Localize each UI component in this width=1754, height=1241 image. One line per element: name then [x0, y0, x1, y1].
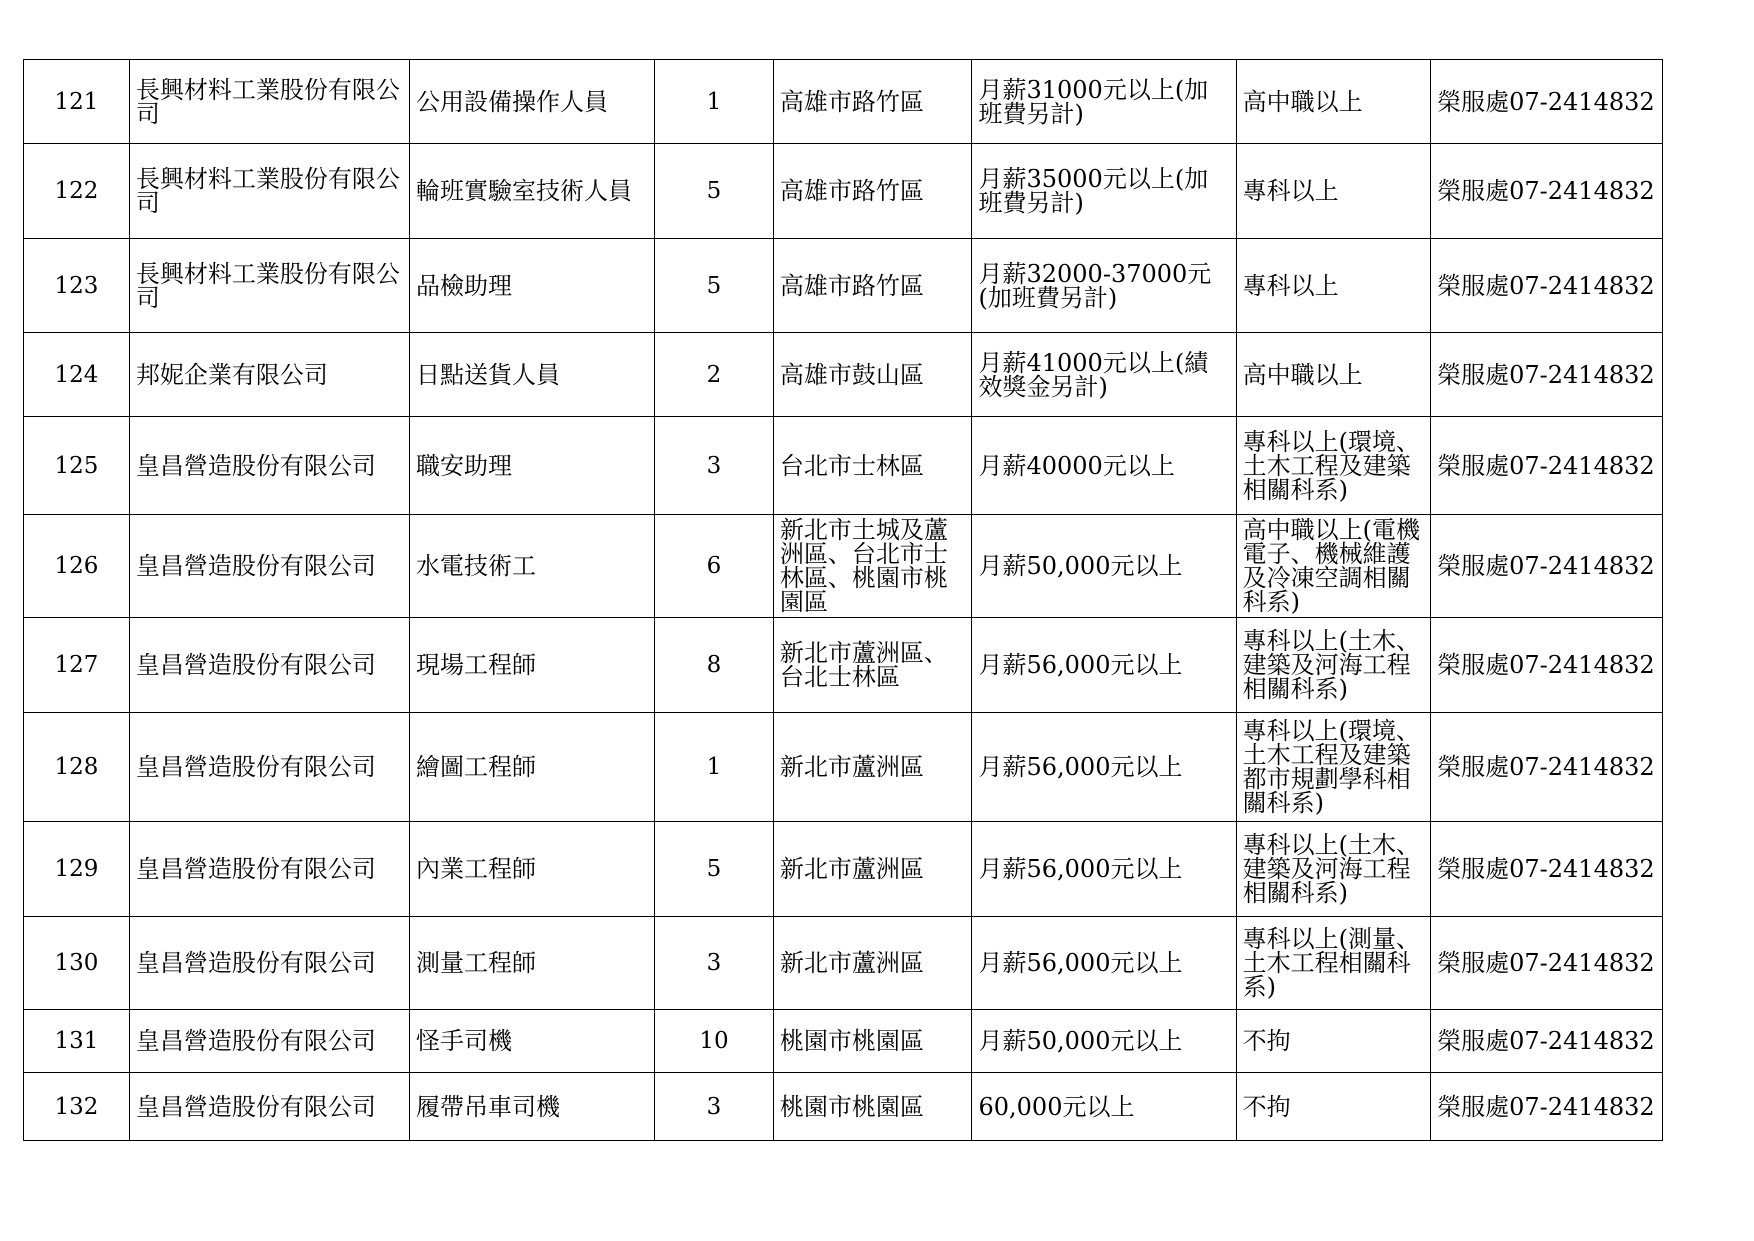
education-cell: 不拘 — [1236, 1073, 1431, 1141]
contact-cell: 榮服處07-2414832 — [1431, 239, 1663, 333]
education-cell: 專科以上(環境、土木工程及建築相關科系) — [1236, 417, 1431, 515]
education-cell: 不拘 — [1236, 1010, 1431, 1073]
salary-cell: 月薪56,000元以上 — [972, 713, 1236, 822]
headcount-cell: 3 — [654, 417, 773, 515]
company-cell: 長興材料工業股份有限公司 — [129, 144, 409, 239]
salary-cell: 月薪50,000元以上 — [972, 515, 1236, 618]
position-cell: 怪手司機 — [410, 1010, 655, 1073]
job-listing-sheet — [23, 59, 1663, 1141]
table-row — [24, 618, 1663, 713]
education-cell: 專科以上(環境、土木工程及建築都市規劃學科相關科系) — [1236, 713, 1431, 822]
contact-cell: 榮服處07-2414832 — [1431, 1073, 1663, 1141]
location-cell: 台北市士林區 — [773, 417, 972, 515]
salary-cell: 月薪31000元以上(加班費另計) — [972, 60, 1236, 144]
position-cell: 內業工程師 — [410, 822, 655, 917]
salary-cell: 月薪56,000元以上 — [972, 917, 1236, 1010]
education-cell: 專科以上(土木、建築及河海工程相關科系) — [1236, 822, 1431, 917]
company-cell: 長興材料工業股份有限公司 — [129, 60, 409, 144]
row-number: 124 — [24, 333, 130, 417]
location-cell: 高雄市路竹區 — [773, 144, 972, 239]
location-cell: 新北市蘆洲區、台北士林區 — [773, 618, 972, 713]
location-cell: 新北市蘆洲區 — [773, 822, 972, 917]
row-number: 130 — [24, 917, 130, 1010]
headcount-cell: 6 — [654, 515, 773, 618]
education-cell: 專科以上(土木、建築及河海工程相關科系) — [1236, 618, 1431, 713]
salary-cell: 月薪40000元以上 — [972, 417, 1236, 515]
location-cell: 高雄市路竹區 — [773, 60, 972, 144]
company-cell: 皇昌營造股份有限公司 — [129, 1073, 409, 1141]
table-row — [24, 417, 1663, 515]
headcount-cell: 5 — [654, 822, 773, 917]
education-cell: 專科以上 — [1236, 239, 1431, 333]
table-row — [24, 333, 1663, 417]
table-row — [24, 822, 1663, 917]
company-cell: 皇昌營造股份有限公司 — [129, 822, 409, 917]
row-number: 126 — [24, 515, 130, 618]
headcount-cell: 1 — [654, 60, 773, 144]
headcount-cell: 3 — [654, 917, 773, 1010]
position-cell: 繪圖工程師 — [410, 713, 655, 822]
table-row — [24, 515, 1663, 618]
contact-cell: 榮服處07-2414832 — [1431, 917, 1663, 1010]
location-cell: 桃園市桃園區 — [773, 1010, 972, 1073]
company-cell: 長興材料工業股份有限公司 — [129, 239, 409, 333]
headcount-cell: 8 — [654, 618, 773, 713]
company-cell: 皇昌營造股份有限公司 — [129, 917, 409, 1010]
job-listing-table — [23, 59, 1663, 1141]
headcount-cell: 5 — [654, 239, 773, 333]
position-cell: 現場工程師 — [410, 618, 655, 713]
contact-cell: 榮服處07-2414832 — [1431, 1010, 1663, 1073]
contact-cell: 榮服處07-2414832 — [1431, 144, 1663, 239]
location-cell: 新北市蘆洲區 — [773, 917, 972, 1010]
row-number: 132 — [24, 1073, 130, 1141]
position-cell: 測量工程師 — [410, 917, 655, 1010]
table-row — [24, 1010, 1663, 1073]
company-cell: 皇昌營造股份有限公司 — [129, 417, 409, 515]
salary-cell: 月薪56,000元以上 — [972, 618, 1236, 713]
company-cell: 皇昌營造股份有限公司 — [129, 618, 409, 713]
table-row — [24, 1073, 1663, 1141]
row-number: 127 — [24, 618, 130, 713]
row-number: 125 — [24, 417, 130, 515]
contact-cell: 榮服處07-2414832 — [1431, 417, 1663, 515]
company-cell: 皇昌營造股份有限公司 — [129, 713, 409, 822]
contact-cell: 榮服處07-2414832 — [1431, 618, 1663, 713]
education-cell: 專科以上(測量、土木工程相關科系) — [1236, 917, 1431, 1010]
salary-cell: 月薪41000元以上(績效獎金另計) — [972, 333, 1236, 417]
company-cell: 邦妮企業有限公司 — [129, 333, 409, 417]
row-number: 128 — [24, 713, 130, 822]
position-cell: 輪班實驗室技術人員 — [410, 144, 655, 239]
education-cell: 高中職以上 — [1236, 60, 1431, 144]
education-cell: 專科以上 — [1236, 144, 1431, 239]
headcount-cell: 1 — [654, 713, 773, 822]
position-cell: 履帶吊車司機 — [410, 1073, 655, 1141]
salary-cell: 月薪56,000元以上 — [972, 822, 1236, 917]
position-cell: 職安助理 — [410, 417, 655, 515]
salary-cell: 月薪35000元以上(加班費另計) — [972, 144, 1236, 239]
location-cell: 高雄市路竹區 — [773, 239, 972, 333]
contact-cell: 榮服處07-2414832 — [1431, 822, 1663, 917]
contact-cell: 榮服處07-2414832 — [1431, 60, 1663, 144]
location-cell: 桃園市桃園區 — [773, 1073, 972, 1141]
education-cell: 高中職以上 — [1236, 333, 1431, 417]
position-cell: 日點送貨人員 — [410, 333, 655, 417]
contact-cell: 榮服處07-2414832 — [1431, 333, 1663, 417]
salary-cell: 月薪32000-37000元(加班費另計) — [972, 239, 1236, 333]
location-cell: 高雄市鼓山區 — [773, 333, 972, 417]
row-number: 129 — [24, 822, 130, 917]
location-cell: 新北市土城及蘆洲區、台北市士林區、桃園市桃園區 — [773, 515, 972, 618]
table-row — [24, 713, 1663, 822]
position-cell: 公用設備操作人員 — [410, 60, 655, 144]
company-cell: 皇昌營造股份有限公司 — [129, 1010, 409, 1073]
position-cell: 水電技術工 — [410, 515, 655, 618]
salary-cell: 月薪50,000元以上 — [972, 1010, 1236, 1073]
contact-cell: 榮服處07-2414832 — [1431, 713, 1663, 822]
position-cell: 品檢助理 — [410, 239, 655, 333]
table-body — [24, 60, 1663, 1141]
headcount-cell: 10 — [654, 1010, 773, 1073]
headcount-cell: 5 — [654, 144, 773, 239]
table-row — [24, 60, 1663, 144]
row-number: 122 — [24, 144, 130, 239]
company-cell: 皇昌營造股份有限公司 — [129, 515, 409, 618]
table-row — [24, 917, 1663, 1010]
table-row — [24, 239, 1663, 333]
location-cell: 新北市蘆洲區 — [773, 713, 972, 822]
row-number: 121 — [24, 60, 130, 144]
row-number: 123 — [24, 239, 130, 333]
education-cell: 高中職以上(電機電子、機械維護及冷凍空調相關科系) — [1236, 515, 1431, 618]
contact-cell: 榮服處07-2414832 — [1431, 515, 1663, 618]
headcount-cell: 2 — [654, 333, 773, 417]
salary-cell: 60,000元以上 — [972, 1073, 1236, 1141]
table-row — [24, 144, 1663, 239]
headcount-cell: 3 — [654, 1073, 773, 1141]
row-number: 131 — [24, 1010, 130, 1073]
